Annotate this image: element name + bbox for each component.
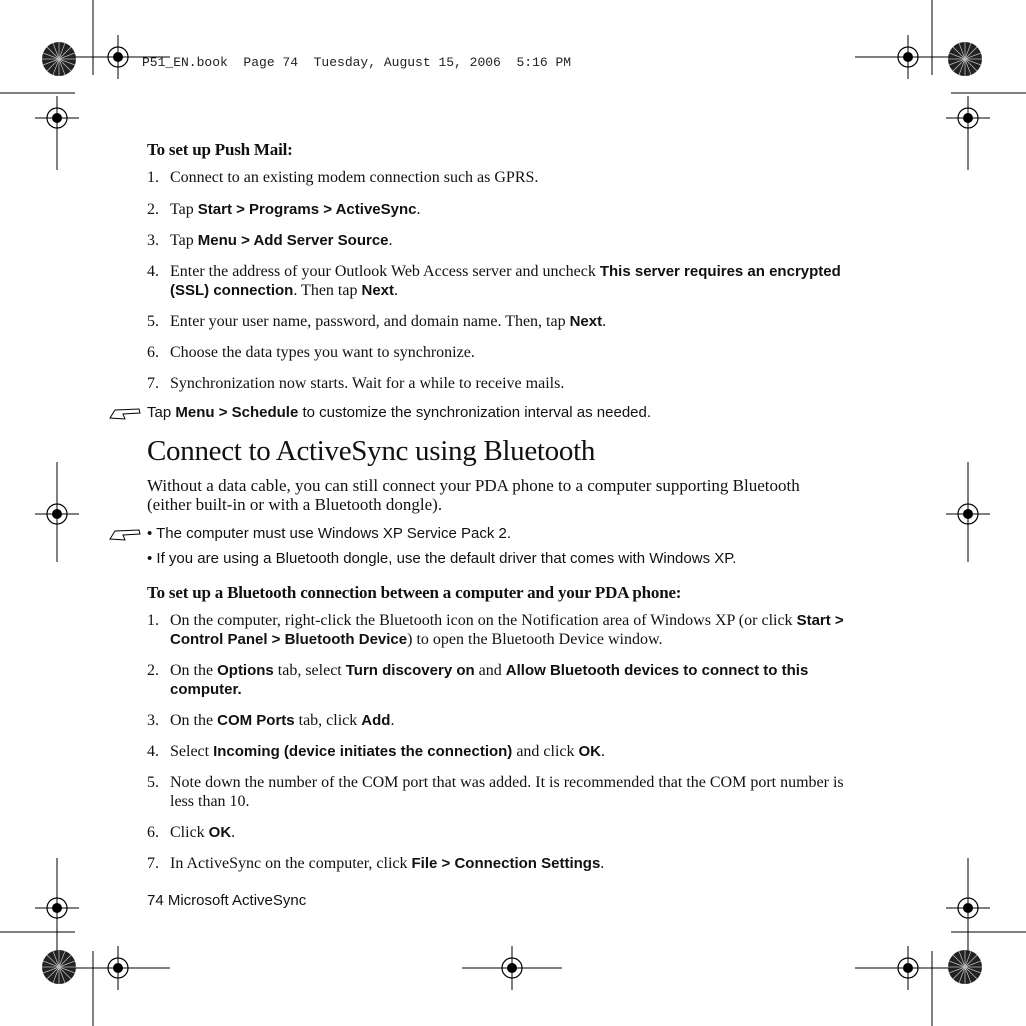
bluetooth-intro: Without a data cable, you can still connect your PDA phone to a computer supporting Bluetooth (either built-in or with a Bluetooth dongle). xyxy=(147,476,800,514)
list-item: 3. On the COM Ports tab, click Add. xyxy=(147,712,395,729)
pointing-hand-icon xyxy=(109,525,143,542)
page-footer: 74 Microsoft ActiveSync xyxy=(147,892,307,909)
list-item: 2. On the Options tab, select Turn discovery on and Allow Bluetooth devices to connect to this computer. xyxy=(147,662,809,698)
list-item: 4. Select Incoming (device initiates the connection) and click OK. xyxy=(147,743,606,760)
list-item: 7. In ActiveSync on the computer, click File > Connection Settings. xyxy=(147,855,605,872)
list-item: 1. On the computer, right-click the Bluetooth icon on the Notification area of Windows XP (or click Start > Control Panel > Bluetooth Device) to open the Bluetooth Device window. xyxy=(147,612,844,648)
list-item: 4. Enter the address of your Outlook Web Access server and uncheck This server requires an encrypted (SSL) connection. Then tap Next. xyxy=(147,263,841,299)
push-mail-heading: To set up Push Mail: xyxy=(147,140,293,159)
list-item: 5. Enter your user name, password, and domain name. Then, tap Next. xyxy=(147,313,607,330)
note-requirements: • The computer must use Windows XP Service Pack 2. • If you are using a Bluetooth dongle, use the default driver that comes with Windows XP. xyxy=(147,524,847,568)
list-item: 6. Choose the data types you want to synchronize. xyxy=(147,344,475,361)
list-item: 7. Synchronization now starts. Wait for a while to receive mails. xyxy=(147,375,565,392)
page-content xyxy=(147,140,847,873)
bluetooth-subheading: To set up a Bluetooth connection between a computer and your PDA phone: xyxy=(147,583,682,602)
list-item: 1. Connect to an existing modem connection such as GPRS. xyxy=(147,169,539,186)
list-item: 2. Tap Start > Programs > ActiveSync. xyxy=(147,201,421,218)
list-item: 3. Tap Menu > Add Server Source. xyxy=(147,232,393,249)
print-header: P51_EN.book Page 74 Tuesday, August 15, 2006 5:16 PM xyxy=(142,55,572,70)
push-mail-steps xyxy=(147,168,847,393)
list-item: 5. Note down the number of the COM port that was added. It is recommended that the COM port number is less than 10. xyxy=(147,774,844,810)
bluetooth-steps xyxy=(147,611,847,873)
note-schedule: Tap Menu > Schedule to customize the synchronization interval as needed. xyxy=(147,403,847,422)
list-item: 6. Click OK. xyxy=(147,824,236,841)
bluetooth-section-title: Connect to ActiveSync using Bluetooth xyxy=(147,435,596,467)
pointing-hand-icon xyxy=(109,404,143,421)
